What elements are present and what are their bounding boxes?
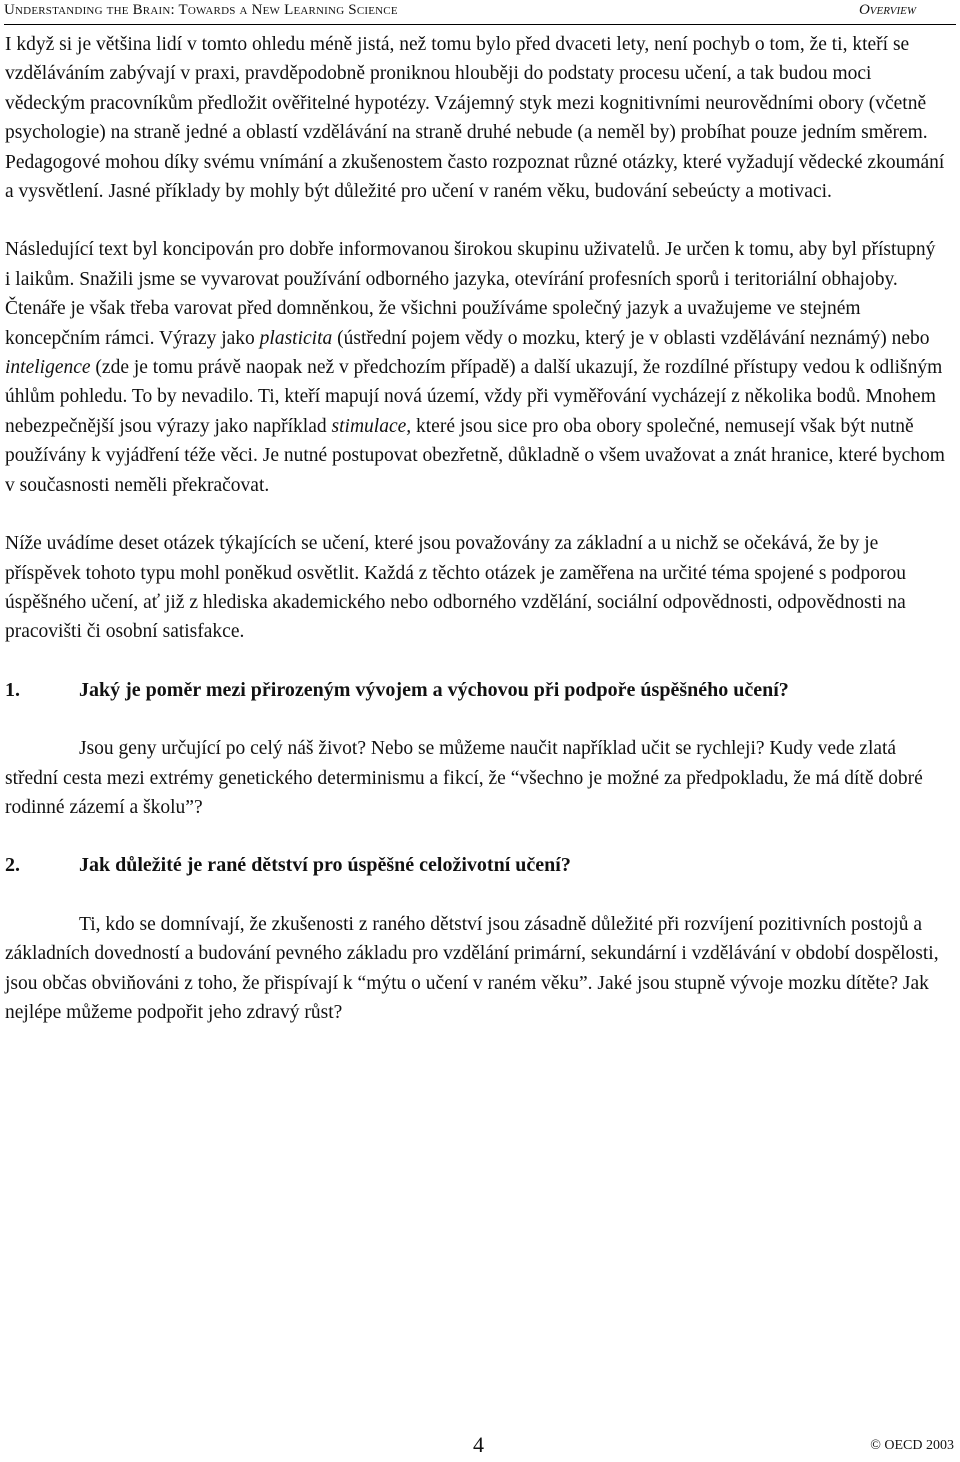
paragraph-questions-intro: Níže uvádíme deset otázek týkajících se učení, které jsou považovány za základní a u nichž se očekává, že by je příspěvek tohoto typu mohl poněkud osvětlit. Každá z těchto otázek je zaměřena na určité téma spojené s podporou úspěšného učení, ať již z hlediska akademického nebo odborného vzdělání, sociální odpovědnosti, odpovědnosti na pracovišti či osobní satisfakce. <box>5 533 907 643</box>
p1-sentence-4: Jasné příklady by mohly být důležité pro učení v raném věku, budování sebeúcty a motivaci. <box>103 181 832 203</box>
question-1-number: 1. <box>5 678 20 701</box>
section-label: Overview <box>858 2 916 18</box>
paragraph-terminology <box>5 235 945 500</box>
question-2-heading <box>5 851 945 880</box>
question-1-heading <box>5 676 945 705</box>
running-title: Understanding the Brain: Towards a New Learning Science <box>4 2 398 18</box>
question-2-number: 2. <box>5 854 20 877</box>
page-number: 4 <box>473 1432 484 1457</box>
copyright-notice: © OECD 2003 <box>870 1438 954 1453</box>
question-2-title: Jak důležité je rané dětství pro úspěšné celoživotní učení? <box>79 854 571 877</box>
p2-text-3: (zde je tomu právě naopak než v předchozím případě) a další ukazují, že rozdílné přístupy vedou k odlišným úhlům pohledu. To by nevadilo. Ti, kteří mapují nová území, vždy při vyměřování vycházejí z několika bodů. Mnohem nebezpečnější jsou výrazy jako například <box>5 357 943 437</box>
p2-text-4: které jsou sice pro oba obory společné, nemusejí však být nutně používány k vyjádření téže věci. Je nutné postupovat obezřetně, důkladně o všem uvažovat a znát hranice, které bychom v současnosti neměli překračovat. <box>5 415 945 496</box>
term-stimulace: stimulace, <box>331 415 412 437</box>
header-rule <box>4 24 956 25</box>
p2-text-1: Následující text byl koncipován pro dobře informovanou širokou skupinu uživatelů. Je určen k tomu, aby byl přístupný i laikům. Snažili jsme se vyvarovat používání odborného jazyka, otevírání profesních sporů i teritoriální obhajoby. Čtenáře je však třeba varovat před domněnkou, že všichni používáme společný jazyk a uvažujeme ve stejném koncepčním rámci. Výrazy jako <box>5 239 936 349</box>
question-1-title: Jaký je poměr mezi přirozeným vývojem a výchovou při podpoře úspěšného učení? <box>79 678 789 701</box>
term-inteligence: inteligence <box>5 357 91 379</box>
p2-text-2: (ústřední pojem vědy o mozku, který je v oblasti vzdělávání neznámý) nebo <box>332 327 930 349</box>
question-2-text: Ti, kdo se domnívají, že zkušenosti z raného dětství jsou zásadně důležité při rozvíjení pozitivních postojů a základních dovedností a budování pevného základu pro vzdělání primární, sekundární i vzdělávání v období dospělosti, jsou občas obviňováni z toho, že přispívají k “mýtu o učení v raném věku”. Jaké jsou stupně vývoje mozku dítěte? Jak nejlépe můžeme podpořit jeho zdravý růst? <box>5 913 939 1023</box>
paragraph-intro <box>5 30 945 206</box>
p1-sentence-2: Vzájemný styk mezi kognitivními neurovědními obory (včetně psychologie) na straně jedné a oblastí vzdělávání na straně druhé nebude (a neměl by) probíhat pouze jedním směrem. <box>5 92 928 144</box>
term-plasticita: plasticita <box>259 327 333 349</box>
page-header <box>0 0 960 28</box>
question-1-text: Jsou geny určující po celý náš život? Nebo se můžeme naučit například učit se rychleji? Kudy vede zlatá střední cesta mezi extrémy genetického determinismu a fikcí, že “všechno je možné za předpokladu, že má dítě dobré rodinné zázemí a školu”? <box>5 738 923 818</box>
document-body <box>5 30 945 1056</box>
page-footer <box>0 1432 960 1462</box>
p1-sentence-3: Pedagogové mohou díky svému vnímání a zkušenostem často rozpoznat různé otázky, které vyžadují vědecké zkoumání a vysvětlení. <box>5 151 945 203</box>
p1-sentence-1: I když si je většina lidí v tomto ohledu méně jistá, než tomu bylo před dvaceti lety, není pochyb o tom, že ti, kteří se vzděláváním zabývají v praxi, pravděpodobně proniknou hlouběji do podstaty procesu učení, a tak budou moci vědeckým pracovníkům předložit ověřitelné hypotézy. <box>5 34 910 114</box>
